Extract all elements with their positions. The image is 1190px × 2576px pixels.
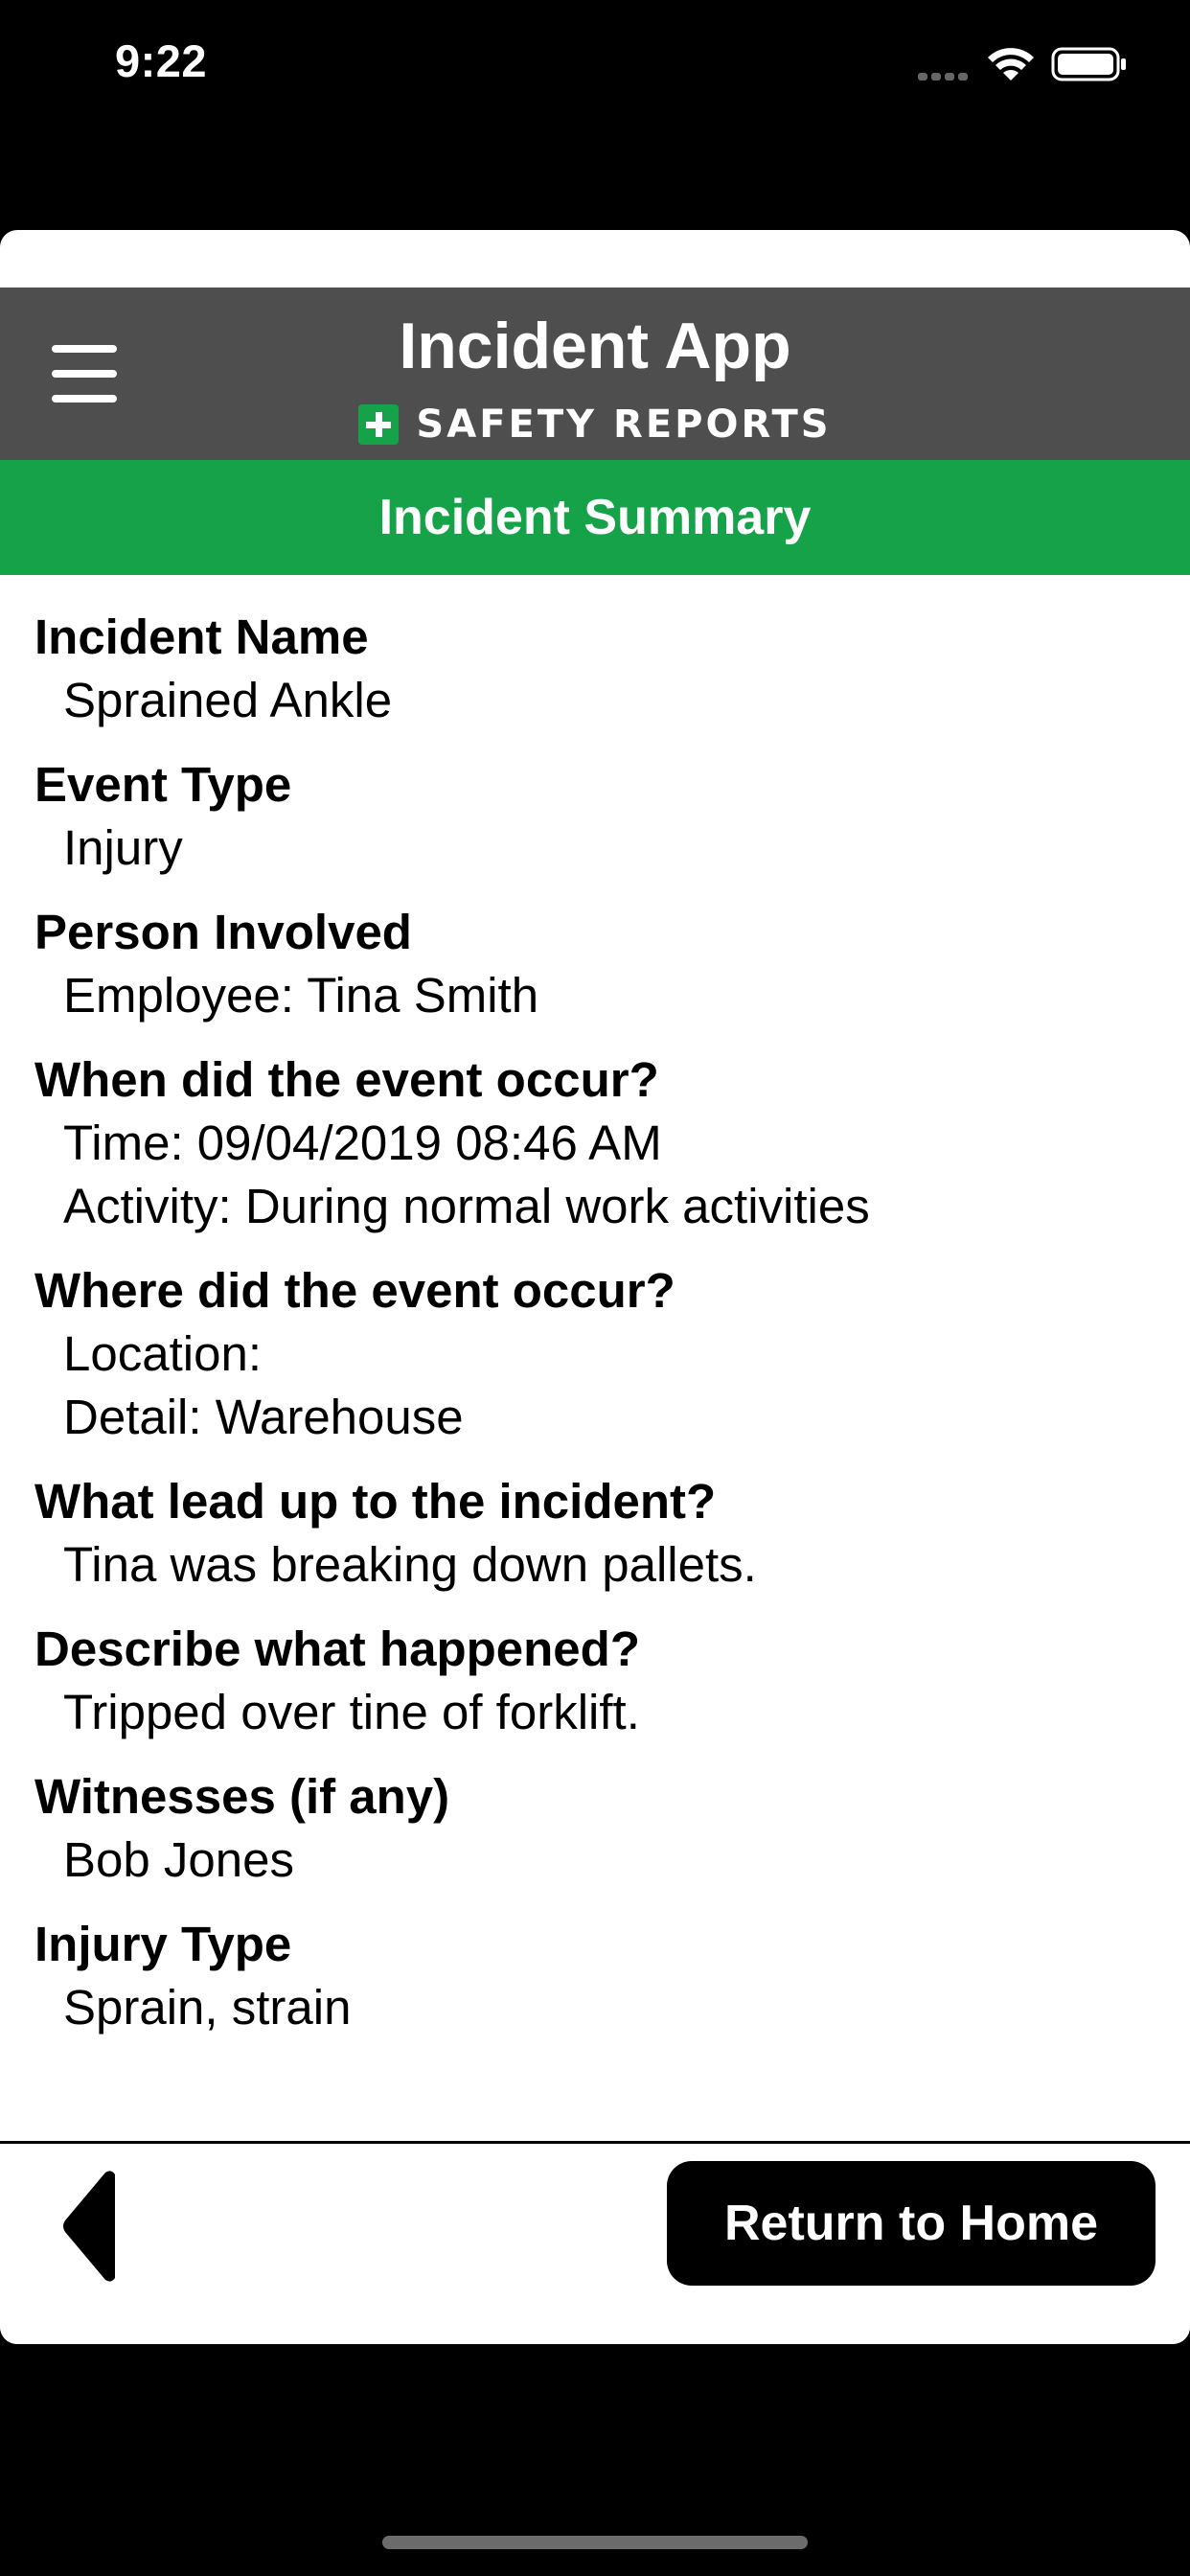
field-where	[0, 1259, 1190, 1449]
field-label: When did the event occur?	[34, 1052, 659, 1107]
signal-icon	[918, 73, 975, 80]
status-bar	[0, 0, 1190, 134]
app-sheet	[0, 230, 1190, 2344]
plus-cross-icon	[358, 404, 399, 445]
field-value: Sprain, strain	[63, 1980, 352, 2035]
field-label: Describe what happened?	[34, 1622, 640, 1676]
brand-text: SAFETY REPORTS	[416, 402, 832, 447]
field-witnesses	[0, 1765, 1190, 1892]
brand-logo	[0, 402, 1190, 447]
wifi-icon	[985, 44, 1037, 82]
field-label: Incident Name	[34, 610, 369, 664]
field-person-involved	[0, 901, 1190, 1027]
field-value: Detail: Warehouse	[63, 1390, 464, 1444]
field-label: Where did the event occur?	[34, 1263, 675, 1318]
field-label: Injury Type	[34, 1917, 292, 1971]
battery-icon	[1051, 46, 1128, 82]
incident-summary-list	[0, 606, 1190, 2060]
app-header	[0, 288, 1190, 460]
field-value: Sprained Ankle	[63, 673, 393, 727]
field-injury-type	[0, 1913, 1190, 2039]
field-value: Bob Jones	[63, 1832, 295, 1887]
field-value: Activity: During normal work activities	[63, 1179, 870, 1233]
field-value: Tripped over tine of forklift.	[63, 1685, 640, 1739]
field-value: Location:	[63, 1326, 262, 1381]
field-value: Injury	[63, 820, 183, 875]
section-title: Incident Summary	[378, 490, 812, 545]
field-label: Person Involved	[34, 905, 412, 959]
app-title: Incident App	[399, 310, 791, 382]
field-label: What lead up to the incident?	[34, 1474, 717, 1529]
field-lead-up	[0, 1470, 1190, 1597]
field-value: Tina was breaking down pallets.	[63, 1537, 757, 1592]
field-incident-name	[0, 606, 1190, 732]
back-arrow-icon[interactable]	[57, 2169, 134, 2284]
field-value: Employee: Tina Smith	[63, 968, 539, 1023]
field-description	[0, 1618, 1190, 1744]
field-when	[0, 1048, 1190, 1238]
return-home-button[interactable]: Return to Home	[667, 2161, 1156, 2286]
field-event-type	[0, 753, 1190, 880]
status-time: 9:22	[115, 35, 208, 86]
field-label: Event Type	[34, 757, 292, 812]
footer-bar	[0, 2141, 1190, 2344]
section-header	[0, 460, 1190, 575]
field-value: Time: 09/04/2019 08:46 AM	[63, 1116, 662, 1170]
field-label: Witnesses (if any)	[34, 1769, 450, 1824]
home-indicator[interactable]	[382, 2536, 808, 2549]
